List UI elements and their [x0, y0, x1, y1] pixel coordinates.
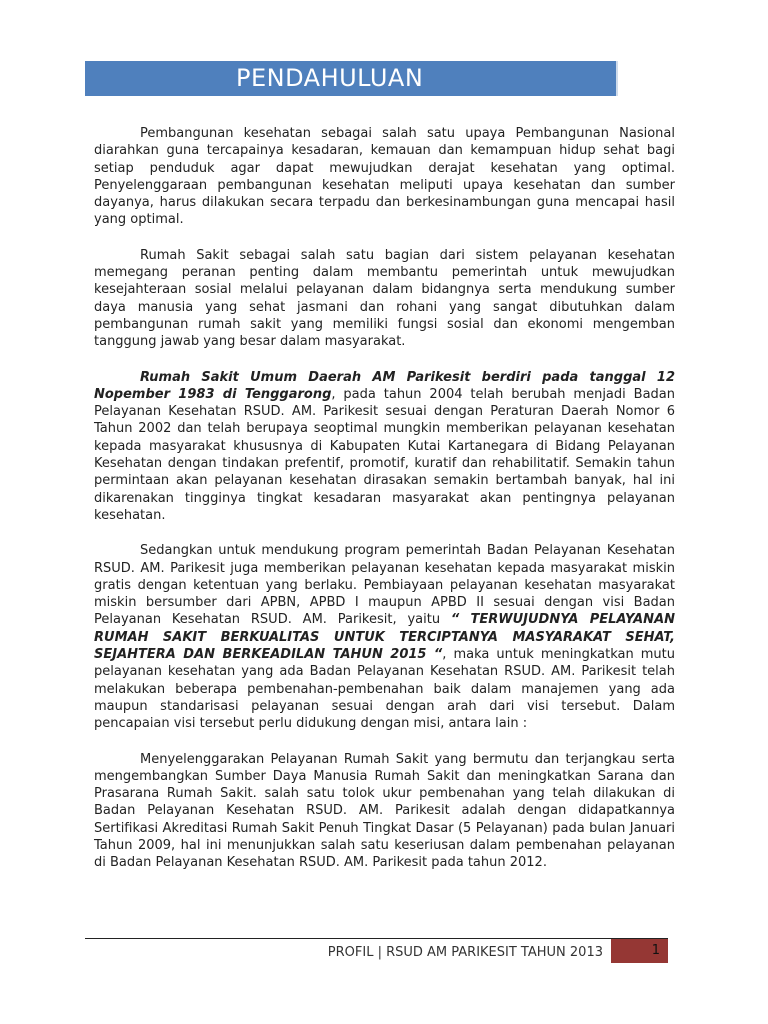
title-bar-edge — [616, 61, 618, 96]
paragraph-4-intro: Sedangkan untuk mendukung program pemerintah Badan Pelayanan Kesehatan RSUD. AM. Parikesit juga memberikan pelayanan kesehatan kepada masyarakat miskin gratis dengan ketentuan yang berlaku. Pembiayaan pelayanan kesehatan masyarakat miskin bersumber dari APBN, APBD I maupun APBD II sesuai dengan visi Badan Pelayanan Kesehatan RSUD. AM. Parikesit, yaitu — [94, 543, 675, 628]
vision-statement: “ TERWUJUDNYA PELAYANAN RUMAH SAKIT BERKUALITAS UNTUK TERCIPTANYA MASYARAKAT SEHAT, SEJAHTERA DAN BERKEADILAN TAHUN 2015 “ — [94, 612, 676, 663]
hospital-founding-statement: Rumah Sakit Umum Daerah AM Parikesit berdiri pada tanggal 12 Nopember 1983 di Tenggarong — [94, 369, 675, 402]
paragraph-5: Menyelenggarakan Pelayanan Rumah Sakit yang bermutu dan terjangkau serta mengembangkan Sumber Daya Manusia Rumah Sakit dan meningkatkan Sarana dan Prasarana Rumah Sakit. salah satu tolok ukur pembenahan yang telah dilakukan di Badan Pelayanan Kesehatan RSUD. AM. Parikesit adalah dengan didapatkannya Sertifikasi Akreditasi Rumah Sakit Penuh Tingkat Dasar (5 Pelayanan) pada bulan Januari Tahun 2009, hal ini menunjukkan salah satu keseriusan dalam pembenahan pelayanan di Badan Pelayanan Kesehatan RSUD. AM. Parikesit pada tahun 2012. — [94, 751, 675, 871]
footer-divider — [85, 938, 668, 939]
paragraph-3-text: , pada tahun 2004 telah berubah menjadi Badan Pelayanan Kesehatan RSUD. AM. Parikesit sesuai dengan Peraturan Daerah Nomor 6 Tahun 2002 dan telah berupaya seoptimal mungkin memberikan pelayanan kesehatan kepada masyarakat khususnya di Kabupaten Kutai Kartanegara di Bidang Pelayanan Kesehatan dengan tindakan prefentif, promotif, kuratif dan rehabilitatif. Semakin tahun permintaan akan pelayanan kesehatan dirasakan semakin bertambah banyak, hal ini dikarenakan tingginya tingkat kesadaran masyarakat akan pentingnya pelayanan kesehatan. — [94, 386, 675, 523]
page-title: PENDAHULUAN — [236, 64, 424, 92]
paragraph-3 — [94, 369, 675, 525]
paragraph-1: Pembangunan kesehatan sebagai salah satu upaya Pembangunan Nasional diarahkan guna tercapainya kesadaran, kemauan dan kemampuan hidup sehat bagi setiap penduduk agar dapat mewujudkan derajat kesehatan yang optimal. Penyelenggaraan pembangunan kesehatan meliputi upaya kesehatan dan sumber dayanya, harus dilakukan secara terpadu dan berkesinambungan guna mencapai hasil yang optimal. — [94, 126, 675, 228]
page-number-box — [611, 939, 668, 963]
paragraph-4 — [94, 542, 675, 732]
page-number: 1 — [651, 943, 660, 958]
title-bar — [85, 61, 616, 96]
document-body — [94, 125, 675, 890]
footer-label: PROFIL | RSUD AM PARIKESIT TAHUN 2013 — [327, 945, 603, 960]
paragraph-2: Rumah Sakit sebagai salah satu bagian dari sistem pelayanan kesehatan memegang peranan penting dalam membantu pemerintah untuk mewujudkan kesejahteraan sosial melalui pelayanan dalam bidangnya serta mendukung sumber daya manusia yang sehat jasmani dan rohani yang sangat dibutuhkan dalam pembangunan rumah sakit yang memiliki fungsi sosial dan ekonomi mengemban tanggung jawab yang besar dalam masyarakat. — [94, 247, 675, 350]
paragraph-4-text: , maka untuk meningkatkan mutu pelayanan kesehatan yang ada Badan Pelayanan Kesehatan RSUD. AM. Parikesit telah melakukan beberapa pembenahan-pembenahan baik dalam manajemen yang ada maupun standarisasi pelayanan sesuai dengan arah dari visi tersebut. Dalam pencapaian visi tersebut perlu didukung dengan misi, antara lain : — [94, 647, 675, 732]
